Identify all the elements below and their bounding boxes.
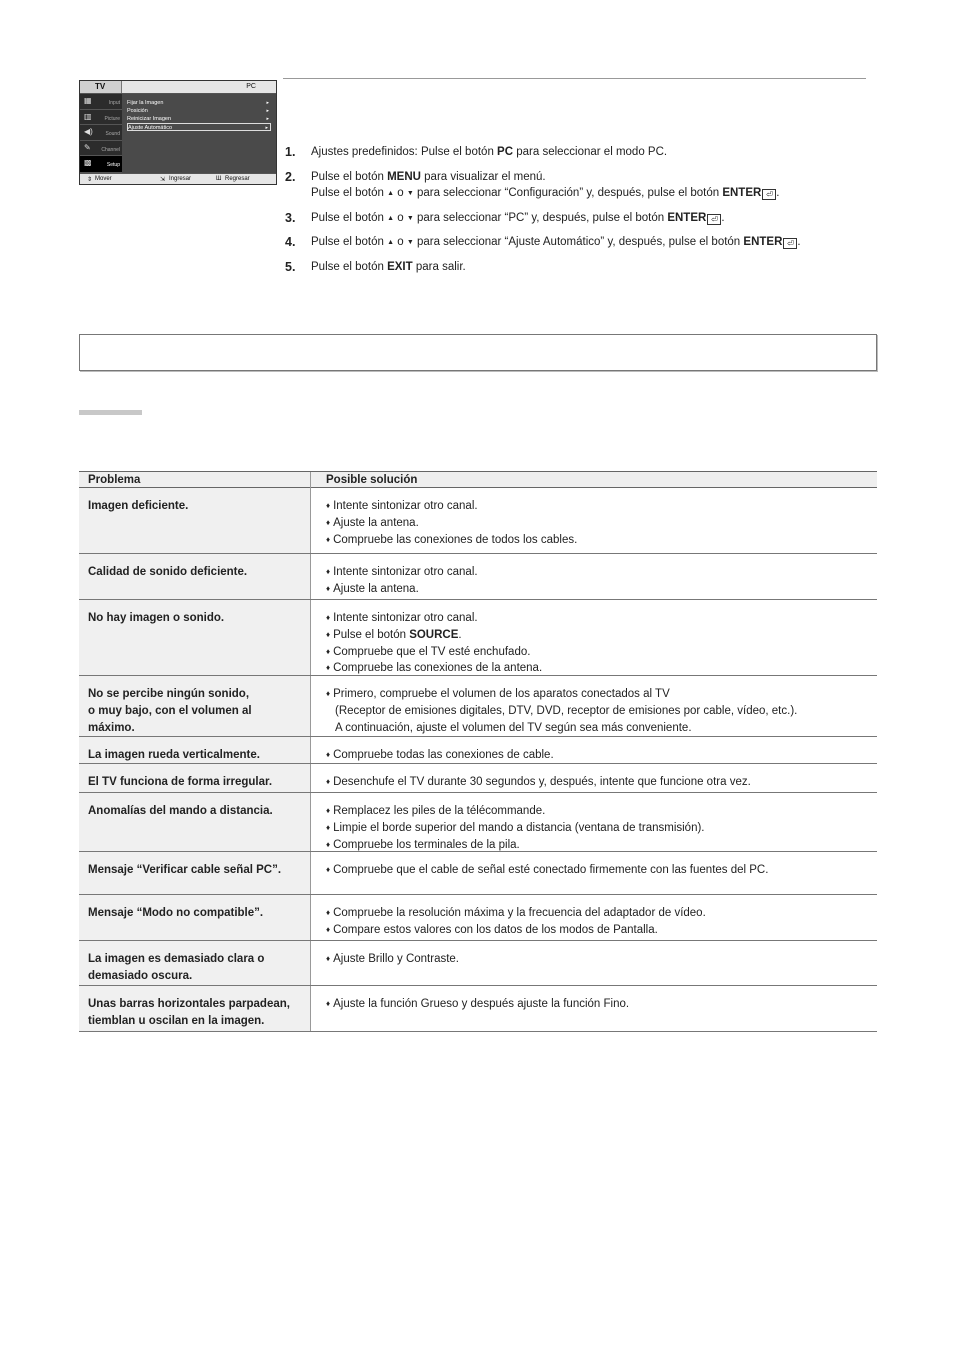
column-divider [310,554,311,599]
osd-option [127,107,271,115]
column-divider [310,676,311,736]
column-header-solution: Posible solución [326,474,418,486]
solution-cell [326,498,577,548]
arrow-up-icon: ▲ [387,215,395,222]
table-row [79,554,877,600]
section-title-box [79,334,877,371]
osd-item-picture [80,110,122,126]
step-key: EXIT [387,261,413,273]
solution-item [326,922,706,939]
diamond-bullet-icon: ♦ [326,954,331,963]
problem-text: Anomalías del mando a distancia. [88,805,273,817]
solution-text: A continuación, ajuste el volumen del TV según sea más conveniente. [335,721,692,734]
solution-item [326,515,577,532]
solution-text: Intente sintonizar otro canal. [333,612,478,624]
solution-item [326,837,705,854]
step-text-part: Ajustes predefinidos: Pulse el botón [311,146,498,158]
enter-icon: ⏎ [783,238,797,249]
step-key: PC [497,146,514,158]
solution-text: Intente sintonizar otro canal. [333,566,478,578]
problem-cell [79,554,310,599]
solution-item [326,627,542,644]
diamond-bullet-icon: ♦ [326,750,331,759]
arrow-right-icon: ▸ [266,108,269,114]
move-icon: ⇕ [87,177,93,183]
solution-text: Compruebe los terminales de la pila. [333,838,520,851]
solution-item [326,581,478,598]
solution-item [326,996,629,1013]
problem-cell [79,895,310,940]
problem-cell [79,852,310,894]
diamond-bullet-icon: ♦ [326,613,331,622]
column-header-problem: Problema [88,474,141,486]
step-key: MENU [387,171,421,183]
arrow-right-icon: ▸ [266,100,269,106]
table-row [79,600,877,676]
solution-item [326,686,797,703]
solution-text: Limpie el borde superior del mando a distancia (ventana de transmisión). [333,821,705,834]
diamond-bullet-icon: ♦ [326,663,331,673]
table-row [79,676,877,737]
solution-text: Ajuste la antena. [333,582,419,595]
solution-item [326,905,706,922]
solution-cell [326,905,706,939]
diamond-bullet-icon: ♦ [326,646,331,656]
solution-text: . [458,628,462,641]
solution-item [326,803,705,820]
solution-text: Ajuste la función Grueso y después ajuste la función Fino. [333,998,630,1010]
solution-text: (Receptor de emisiones digitales, DTV, DVD, receptor de emisiones por cable, vídeo, etc.). [335,704,798,717]
problem-cell [79,986,310,1031]
column-divider [310,488,311,553]
osd-item-label: Input [108,100,120,106]
osd-item-sound [80,125,122,141]
sound-icon: ◀) [84,127,93,136]
column-divider [310,941,311,985]
osd-options [122,94,276,173]
table-row [79,941,877,986]
solution-cell [326,686,797,736]
step-number: 2. [285,170,296,184]
step-text-part: . [797,236,801,248]
step-text-part: para visualizar el menú. [420,171,546,183]
channel-icon: ✎ [84,142,91,152]
table-body [79,488,877,1032]
column-divider [310,764,311,792]
osd-item-label: Picture [104,115,120,122]
step-text-part: para seleccionar el modo PC. [513,146,668,158]
solution-item [326,610,542,627]
step-key: ENTER [743,236,783,248]
arrow-up-icon: ▲ [387,239,395,246]
osd-item-channel [80,141,122,157]
enter-icon: ⏎ [707,214,721,225]
column-divider [310,852,311,894]
solution-text: Ajuste Brillo y Contraste. [333,953,460,965]
column-divider [310,472,311,488]
solution-item [326,532,577,549]
problem-text: Unas barras horizontales parpadean, [88,998,290,1010]
step-text [311,210,725,227]
step-text-part: . [721,212,725,224]
solution-item [326,703,797,720]
diamond-bullet-icon: ♦ [326,924,331,934]
diamond-bullet-icon: ♦ [326,908,331,917]
table-row [79,737,877,764]
solution-text: Compruebe las conexiones de la antena. [333,662,543,675]
step-text-part: Pulse el botón [311,261,388,273]
osd-sidebar [80,94,122,173]
problem-text: demasiado oscura. [88,970,193,982]
table-row [79,793,877,852]
step-text-part: para seleccionar “Configuración” y, después, pulse el botón [413,187,723,199]
problem-text: Mensaje “Modo no compatible”. [88,907,264,919]
solution-cell [326,951,459,968]
diamond-bullet-icon: ♦ [326,865,331,874]
tv-osd-menu [79,80,277,185]
solution-item [326,774,751,791]
osd-pc-label: PC [246,83,256,90]
problem-text: tiemblan u oscilan en la imagen. [88,1015,265,1027]
diamond-bullet-icon: ♦ [326,583,331,593]
step-text-part: Pulse el botón [311,236,388,248]
arrow-right-icon: ▸ [266,116,269,122]
diamond-bullet-icon: ♦ [326,999,331,1008]
problem-text: Calidad de sonido deficiente. [88,566,248,578]
column-divider [310,986,311,1031]
problem-cell [79,764,310,792]
solution-cell [326,803,705,853]
column-divider [310,793,311,851]
column-divider [310,600,311,675]
step-text-part: Pulse el botón [311,187,388,199]
solution-item [326,747,554,764]
step-text-part: Pulse el botón [311,171,388,183]
solution-item [326,498,577,515]
diamond-bullet-icon: ♦ [326,517,331,527]
step-text-part: o [394,212,407,224]
section-marker [79,410,142,415]
diamond-bullet-icon: ♦ [326,806,331,815]
osd-option [127,99,271,107]
osd-footer-move: Mover [95,176,112,182]
step-text [311,234,801,251]
solution-item [326,862,768,879]
diamond-bullet-icon: ♦ [326,689,331,698]
osd-tv-label: TV [95,82,106,91]
step-text [311,169,780,202]
diamond-bullet-icon: ♦ [326,501,331,510]
diamond-bullet-icon: ♦ [326,629,331,639]
back-icon: Ш [216,176,222,182]
step-text-part: para salir. [412,261,466,273]
solution-key: SOURCE [409,628,459,641]
solution-text: Compruebe las conexiones de todos los cables. [333,533,578,546]
solution-text: Intente sintonizar otro canal. [333,500,478,512]
step-text [311,259,466,275]
osd-option-label: Posición [127,108,148,114]
diamond-bullet-icon: ♦ [326,839,331,849]
problem-text: máximo. [88,722,135,734]
osd-item-label: Channel [101,146,120,153]
step-number: 4. [285,235,296,249]
table-row [79,895,877,941]
arrow-down-icon: ▼ [406,190,414,197]
problem-text: Mensaje “Verificar cable señal PC”. [88,864,282,876]
setup-icon: ▩ [84,158,92,167]
osd-footer [80,173,276,184]
osd-option-selected [127,123,271,131]
arrow-down-icon: ▼ [406,215,414,222]
problem-text: o muy bajo, con el volumen al [88,705,252,717]
arrow-right-icon: ▸ [265,125,268,131]
osd-footer-back: Regresar [225,176,250,182]
problem-cell [79,488,310,553]
solution-item [326,820,705,837]
solution-text: Primero, compruebe el volumen de los aparatos conectados al TV [333,688,670,700]
solution-item [326,644,542,661]
solution-text: Compruebe la resolución máxima y la frecuencia del adaptador de vídeo. [333,907,706,919]
problem-cell [79,941,310,985]
diamond-bullet-icon: ♦ [326,777,331,786]
osd-item-input [80,94,122,110]
step-number: 3. [285,211,296,225]
osd-option-label: Fijar la Imagen [127,100,164,106]
step-number: 5. [285,260,296,274]
solution-cell [326,996,629,1013]
step-number: 1. [285,145,296,159]
table-row [79,852,877,895]
solution-text: Compare estos valores con los datos de los modos de Pantalla. [333,923,658,936]
step-text-part: para seleccionar “Ajuste Automático” y, después, pulse el botón [413,236,744,248]
solution-text: Compruebe todas las conexiones de cable. [333,749,554,761]
table-row [79,986,877,1032]
table-row [79,764,877,793]
step-key: ENTER [722,187,762,199]
diamond-bullet-icon: ♦ [326,822,331,832]
arrow-down-icon: ▼ [406,239,414,246]
problem-text: El TV funciona de forma irregular. [88,776,273,788]
osd-item-setup [80,156,122,173]
problem-cell [79,600,310,675]
osd-option [127,115,271,123]
solution-text: Compruebe que el cable de señal esté conectado firmemente con las fuentes del PC. [333,864,769,876]
solution-item [326,564,478,581]
column-divider [310,895,311,940]
input-icon: ▦ [84,96,92,105]
header-rule [283,78,866,79]
step-text [311,144,667,160]
step-text-part: para seleccionar “PC” y, después, pulse el botón [413,212,668,224]
arrow-up-icon: ▲ [387,190,395,197]
osd-header [80,81,276,94]
osd-option-label: Ajuste Automático [128,125,173,131]
solution-text: Ajuste la antena. [333,516,419,529]
problem-cell [79,676,310,736]
solution-text: Desenchufe el TV durante 30 segundos y, después, intente que funcione otra vez. [333,776,751,788]
solution-item [326,720,797,737]
solution-text: Compruebe que el TV esté enchufado. [333,645,531,658]
troubleshooting-table [79,471,877,1032]
diamond-bullet-icon: ♦ [326,534,331,544]
problem-text: La imagen rueda verticalmente. [88,749,260,761]
problem-text: No hay imagen o sonido. [88,612,225,624]
solution-item [326,951,459,968]
problem-text: Imagen deficiente. [88,500,189,512]
osd-item-label: Setup [106,162,120,168]
solution-cell [326,564,478,598]
solution-cell [326,610,542,677]
step-text-part: Pulse el botón [311,212,388,224]
picture-icon: ▥ [84,111,92,121]
enter-icon: ⇲ [160,177,166,183]
step-text-part: o [394,187,407,199]
step-text-part: o [394,236,407,248]
diamond-bullet-icon: ♦ [326,567,331,576]
problem-cell [79,793,310,851]
osd-footer-enter: Ingresar [169,176,192,182]
step-key: ENTER [667,212,707,224]
table-row [79,488,877,554]
osd-item-label: Sound [105,131,120,137]
problem-text: La imagen es demasiado clara o [88,953,265,965]
table-header [79,471,877,488]
solution-cell [326,747,554,764]
enter-icon: ⏎ [762,189,776,200]
problem-cell [79,737,310,763]
problem-text: No se percibe ningún sonido, [88,688,250,700]
solution-cell [326,862,768,879]
solution-text: Pulse el botón [333,628,410,641]
solution-text: Remplacez les piles de la télécommande. [333,805,546,817]
osd-option-label: Reinicizar Imagen [127,116,172,122]
solution-cell [326,774,751,791]
solution-item [326,660,542,677]
step-text-part: . [776,187,780,199]
column-divider [310,737,311,763]
